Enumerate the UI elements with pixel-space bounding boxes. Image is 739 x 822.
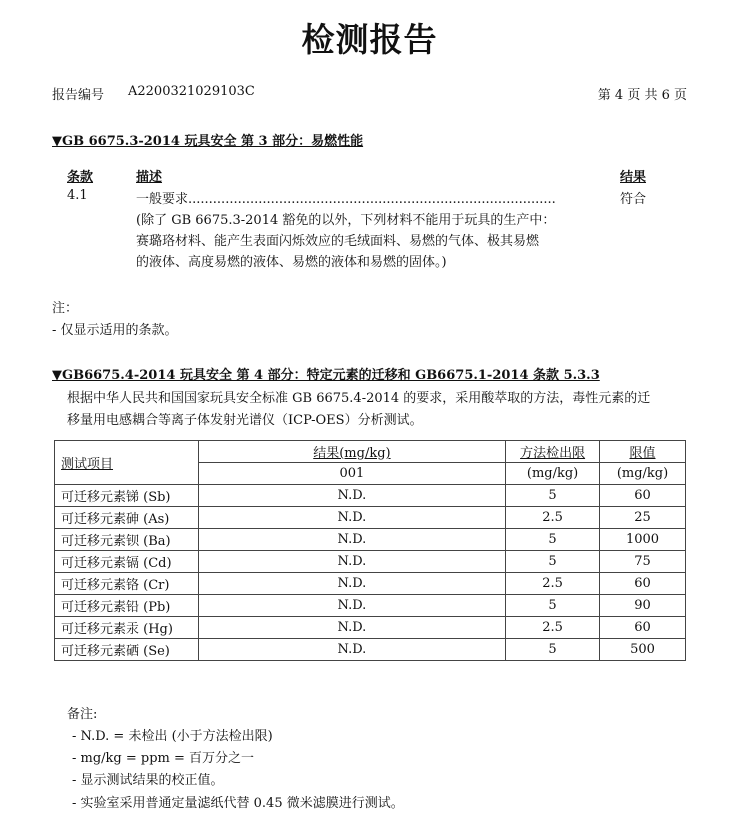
table-row <box>55 639 686 661</box>
header-test-item-text: 测试项目 <box>61 457 114 472</box>
section1-heading <box>52 130 363 149</box>
cell-limit: 75 <box>600 551 686 573</box>
table-row <box>55 573 686 595</box>
cell-item: 可迁移元素汞 (Hg) <box>55 617 199 639</box>
clause-result: 符合 <box>620 192 647 207</box>
section2-para-line1: 根据中华人民共和国国家玩具安全标准 GB 6675.4-2014 的要求，采用酸萃取的方法，毒性元素的迁 <box>67 391 651 406</box>
clause-desc-line2: (除了 GB 6675.3-2014 豁免的以外，下列材料不能用于玩具的生产中： <box>136 213 556 228</box>
cell-result: N.D. <box>198 551 505 573</box>
header-mdl-text: 方法检出限 <box>520 446 586 461</box>
cell-limit: 90 <box>600 595 686 617</box>
header-mdl-unit: (mg/kg) <box>506 463 600 485</box>
report-number: A2200321029103C <box>128 84 255 99</box>
table-header-row <box>55 441 686 463</box>
cell-item: 可迁移元素硒 (Se) <box>55 639 199 661</box>
cell-mdl: 2.5 <box>506 573 600 595</box>
cell-limit: 60 <box>600 485 686 507</box>
cell-limit: 1000 <box>600 529 686 551</box>
remarks-label: 备注: <box>67 707 98 722</box>
cell-limit: 60 <box>600 617 686 639</box>
cell-result: N.D. <box>198 507 505 529</box>
header-limit-unit: (mg/kg) <box>600 463 686 485</box>
table-row <box>55 485 686 507</box>
col-clause-header: 条款 <box>67 170 94 185</box>
cell-limit: 25 <box>600 507 686 529</box>
report-number-label: 报告编号 <box>52 88 105 103</box>
cell-item: 可迁移元素钡 (Ba) <box>55 529 199 551</box>
cell-item: 可迁移元素铅 (Pb) <box>55 595 199 617</box>
table-row <box>55 529 686 551</box>
cell-result: N.D. <box>198 639 505 661</box>
remark-item: - mg/kg = ppm = 百万分之一 <box>72 751 255 766</box>
section2-para-line2: 移量用电感耦合等离子体发射光谱仪（ICP-OES）分析测试。 <box>67 413 423 428</box>
section2-heading <box>52 364 600 383</box>
cell-mdl: 5 <box>506 551 600 573</box>
cell-item: 可迁移元素镉 (Cd) <box>55 551 199 573</box>
cell-result: N.D. <box>198 573 505 595</box>
cell-mdl: 5 <box>506 485 600 507</box>
header-limit-text: 限值 <box>629 446 656 461</box>
note-label: 注： <box>52 301 79 316</box>
header-result-text: 结果(mg/kg) <box>313 446 391 461</box>
cell-result: N.D. <box>198 595 505 617</box>
note-item: - 仅显示适用的条款。 <box>52 323 178 338</box>
table-row <box>55 507 686 529</box>
col-result-header: 结果 <box>620 170 647 185</box>
cell-mdl: 5 <box>506 529 600 551</box>
cell-limit: 60 <box>600 573 686 595</box>
remark-item: - N.D. = 未检出 (小于方法检出限) <box>72 729 273 744</box>
clause-desc-line4: 的液体、高度易燃的液体、易燃的液体和易燃的固体。) <box>136 255 447 270</box>
col-desc-header: 描述 <box>136 170 163 185</box>
header-test-item <box>55 441 199 485</box>
cell-item: 可迁移元素铬 (Cr) <box>55 573 199 595</box>
cell-result: N.D. <box>198 617 505 639</box>
header-sample-id: 001 <box>198 463 505 485</box>
results-table <box>54 440 686 661</box>
cell-item: 可迁移元素砷 (As) <box>55 507 199 529</box>
header-limit <box>600 441 686 463</box>
section2-heading-text: ▼GB6675.4-2014 玩具安全 第 4 部分：特定元素的迁移和 GB6675.1-2014 条款 5.3.3 <box>52 368 600 383</box>
section1-heading-text: ▼GB 6675.3-2014 玩具安全 第 3 部分：易燃性能 <box>52 134 364 149</box>
cell-item: 可迁移元素锑 (Sb) <box>55 485 199 507</box>
table-row <box>55 551 686 573</box>
header-mdl <box>506 441 600 463</box>
cell-result: N.D. <box>198 529 505 551</box>
cell-result: N.D. <box>198 485 505 507</box>
clause-number: 4.1 <box>67 188 88 203</box>
cell-mdl: 5 <box>506 639 600 661</box>
cell-mdl: 5 <box>506 595 600 617</box>
report-title: 检测报告 <box>301 20 438 59</box>
table-row <box>55 617 686 639</box>
header-result <box>198 441 505 463</box>
table-row <box>55 595 686 617</box>
remark-item: - 显示测试结果的校正值。 <box>72 773 224 788</box>
clause-desc-line3: 赛璐珞材料、能产生表面闪烁效应的毛绒面料、易燃的气体、极其易燃 <box>136 234 540 249</box>
page-info: 第 4 页 共 6 页 <box>597 88 687 103</box>
cell-mdl: 2.5 <box>506 617 600 639</box>
cell-limit: 500 <box>600 639 686 661</box>
cell-mdl: 2.5 <box>506 507 600 529</box>
clause-desc-line1: 一般要求......................................................................................... <box>136 192 556 207</box>
remark-item: - 实验室采用普通定量滤纸代替 0.45 微米滤膜进行测试。 <box>72 796 404 811</box>
